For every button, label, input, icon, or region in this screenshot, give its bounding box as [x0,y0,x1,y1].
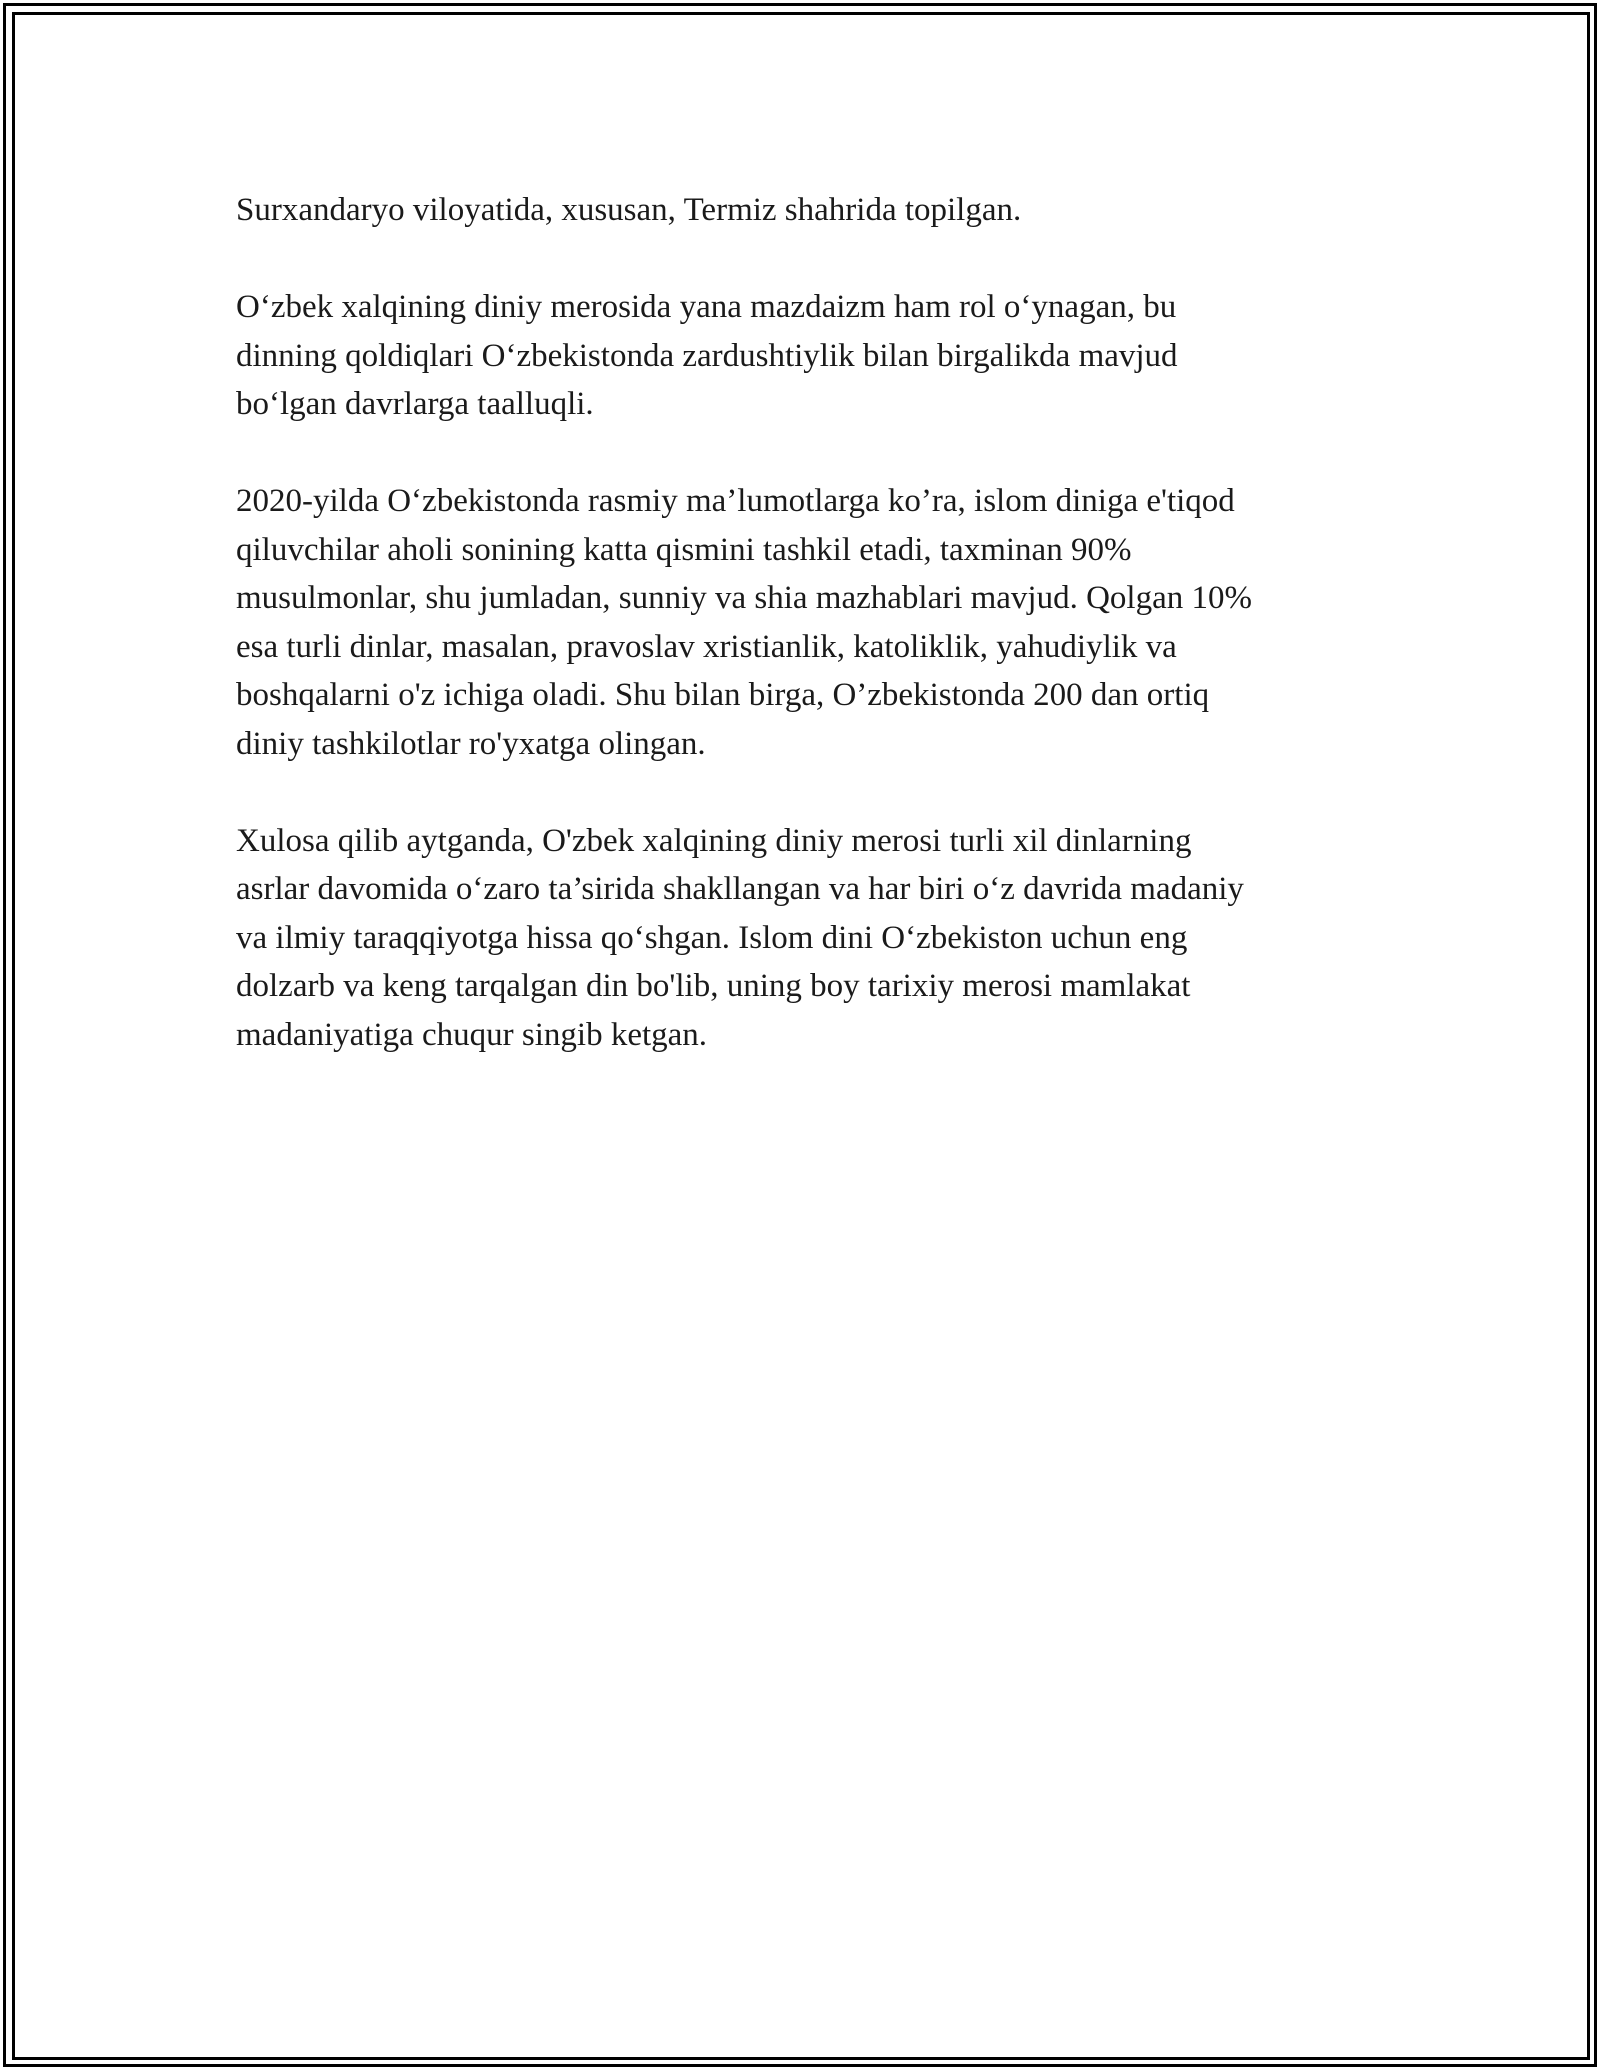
paragraph: Xulosa qilib aytganda, O'zbek xalqining diniy merosi turli xil dinlarning asrlar davomida o‘zaro ta’sirida shakllangan va har biri o‘z davrida madaniy va ilmiy taraqqiyotga hissa qo‘shgan. Islom dini O‘zbekiston uchun eng dolzarb va keng tarqalgan din bo'lib, uning boy tarixiy merosi mamlakat madaniyatiga chuqur singib ketgan. [236,822,1244,1053]
document-body [236,186,1376,1108]
paragraph: 2020-yilda O‘zbekistonda rasmiy ma’lumotlarga ko’ra, islom diniga e'tiqod qiluvchilar aholi sonining katta qismini tashkil etadi, taxminan 90% musulmonlar, shu jumladan, sunniy va shia mazhablari mavjud. Qolgan 10% esa turli dinlar, masalan, pravoslav xristianlik, katoliklik, yahudiylik va boshqalarni o'z ichiga oladi. Shu bilan birga, O’zbekistonda 200 dan ortiq diniy tashkilotlar ro'yxatga olingan. [236,483,1252,762]
paragraph: Surxandaryo viloyatida, xususan, Termiz shahrida topilgan. [236,192,1022,228]
paragraph: O‘zbek xalqining diniy merosida yana mazdaizm ham rol o‘ynagan, bu dinning qoldiqlari O‘zbekistonda zardushtiylik bilan birgalikda mavjud bo‘lgan davrlarga taalluqli. [236,289,1178,422]
